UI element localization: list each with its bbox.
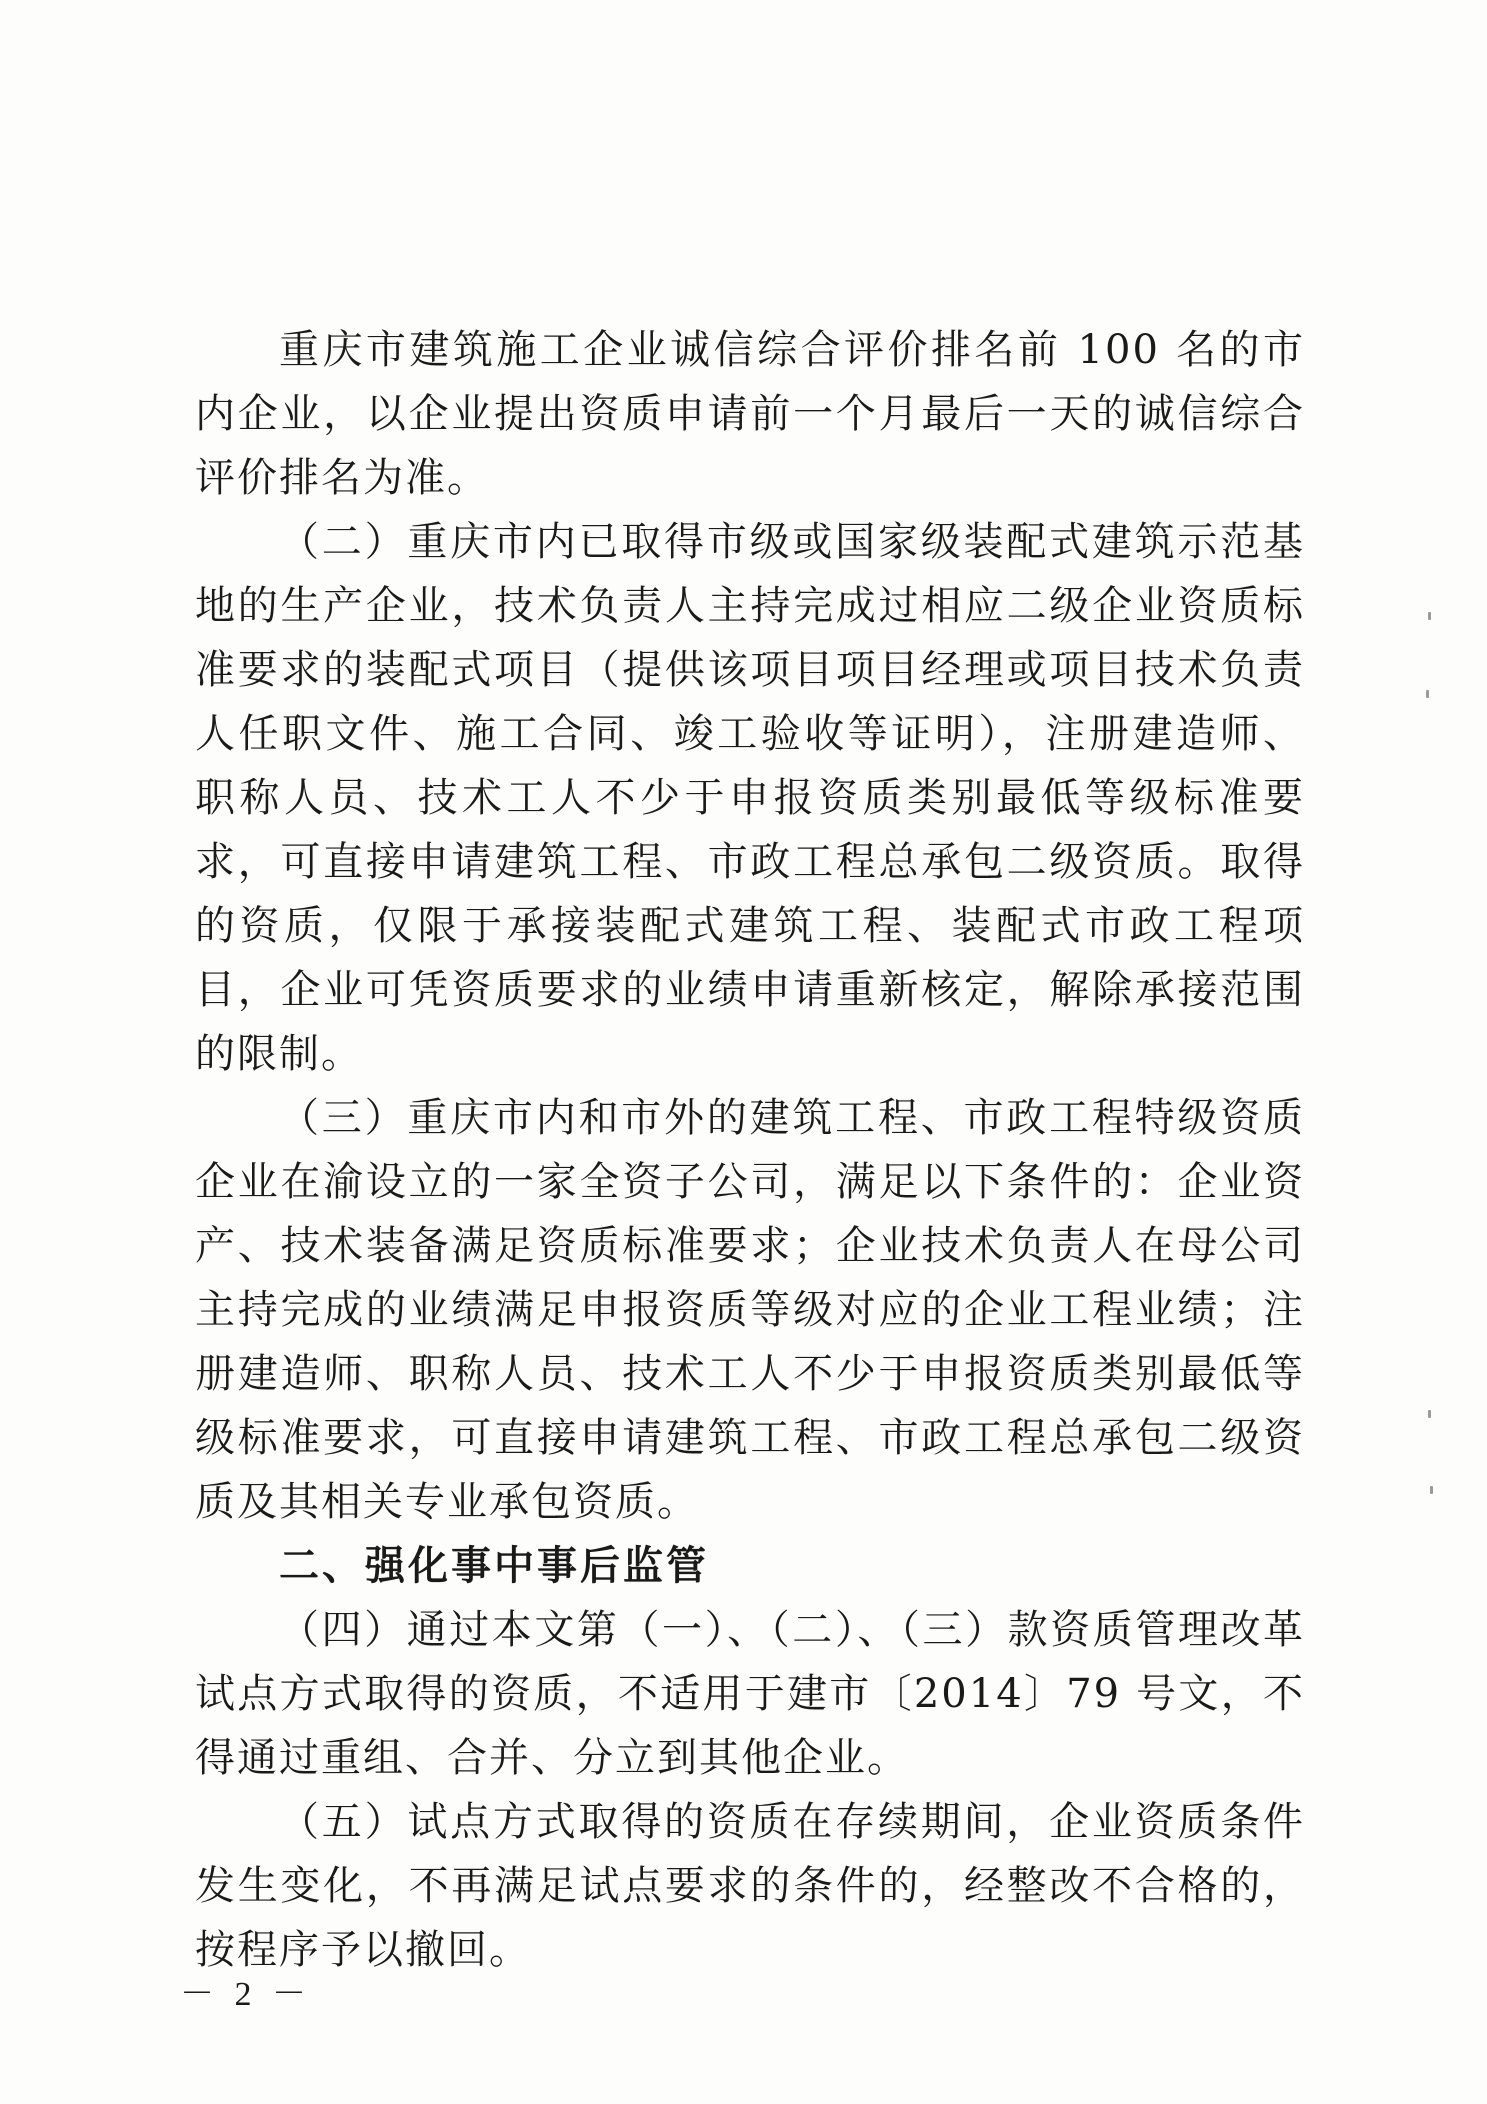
scan-speck <box>1428 612 1431 620</box>
paragraph-item-5: （五）试点方式取得的资质在存续期间，企业资质条件发生变化，不再满足试点要求的条件的，经整改不合格的，按程序予以撤回。 <box>195 1799 1305 1973</box>
document-body <box>195 318 1305 1982</box>
paragraph-item-2: （二）重庆市内已取得市级或国家级装配式建筑示范基地的生产企业，技术负责人主持完成过相应二级企业资质标准要求的装配式项目（提供该项目项目经理或项目技术负责人任职文件、施工合同、竣工验收等证明），注册建造师、职称人员、技术工人不少于申报资质类别最低等级标准要求，可直接申请建筑工程、市政工程总承包二级资质。取得的资质，仅限于承接装配式建筑工程、装配式市政工程项目，企业可凭资质要求的业绩申请重新核定，解除承接范围的限制。 <box>195 519 1305 1077</box>
paragraph-item-4: （四）通过本文第（一）、（二）、（三）款资质管理改革试点方式取得的资质，不适用于建市〔2014〕79 号文，不得通过重组、合并、分立到其他企业。 <box>195 1607 1305 1781</box>
scan-speck <box>1430 1486 1433 1494</box>
paragraph-criteria-continued: 重庆市建筑施工企业诚信综合评价排名前 100 名的市内企业，以企业提出资质申请前一个月最后一天的诚信综合评价排名为准。 <box>195 327 1305 501</box>
scan-speck <box>1426 690 1429 698</box>
scan-speck <box>1428 1410 1431 1418</box>
section-heading: 二、强化事中事后监管 <box>279 1543 709 1589</box>
page-number: － 2 － <box>180 1976 312 2013</box>
paragraph-item-3: （三）重庆市内和市外的建筑工程、市政工程特级资质企业在渝设立的一家全资子公司，满足以下条件的：企业资产、技术装备满足资质标准要求；企业技术负责人在母公司主持完成的业绩满足申报资质等级对应的企业工程业绩；注册建造师、职称人员、技术工人不少于申报资质类别最低等级标准要求，可直接申请建筑工程、市政工程总承包二级资质及其相关专业承包资质。 <box>195 1095 1305 1525</box>
